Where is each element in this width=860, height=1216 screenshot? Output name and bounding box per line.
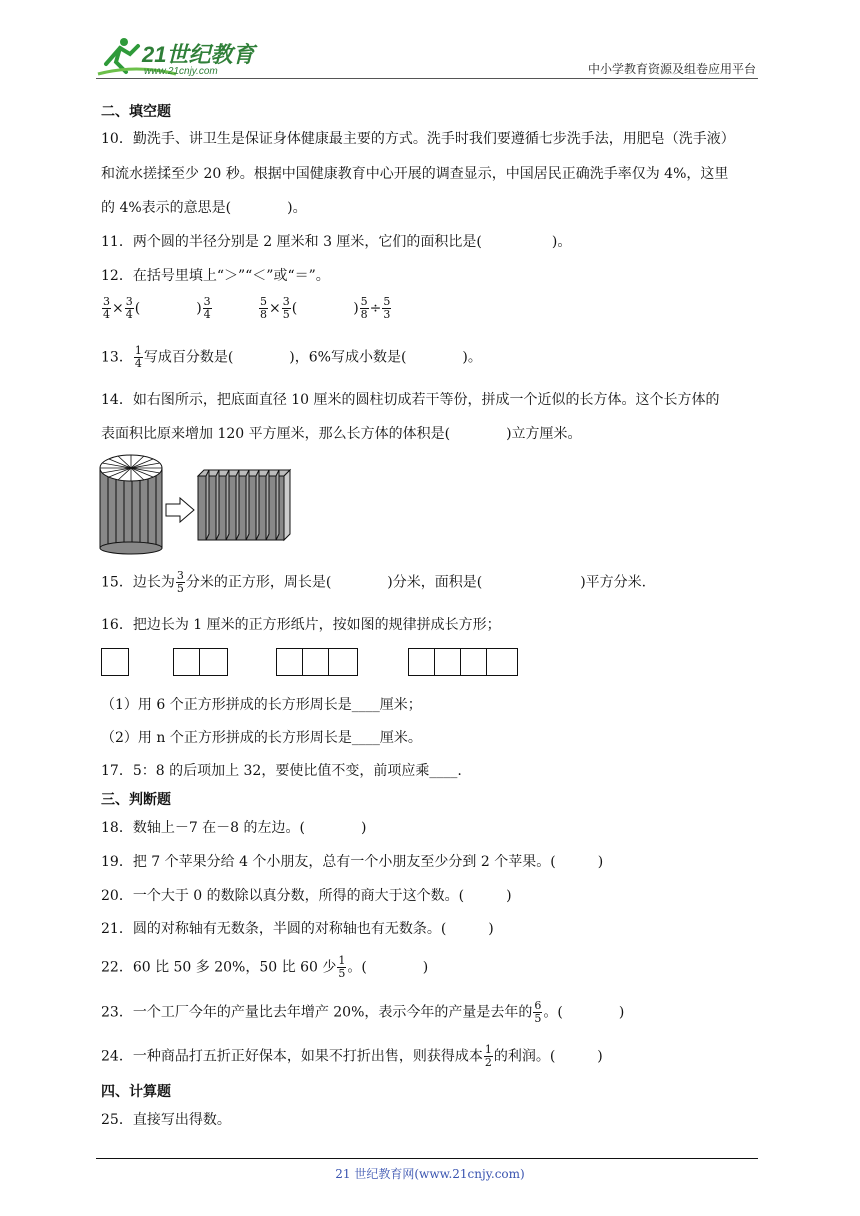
header-divider xyxy=(96,78,758,79)
fraction: $\frac{3}{4}$ xyxy=(203,295,211,321)
svg-text:21世纪教育: 21世纪教育 xyxy=(142,42,255,67)
square-pattern-4 xyxy=(408,648,518,676)
fraction: $\frac{5}{3}$ xyxy=(383,295,391,321)
fraction: $\frac{1}{4}$ xyxy=(134,344,142,370)
answer-blank[interactable]: ( ) xyxy=(134,300,202,317)
site-logo xyxy=(96,34,266,80)
q15: 15．边长为 $\frac{3}{5}$ 分米的正方形，周长是( )分米，面积是( )平方分米. xyxy=(101,569,647,595)
fraction: $\frac{3}{5}$ xyxy=(176,569,184,595)
cylinder-cut-figure xyxy=(98,452,298,556)
q19: 19．把 7 个苹果分给 4 个小朋友，总有一个小朋友至少分到 2 个苹果。( ) xyxy=(101,854,604,870)
fraction: $\frac{3}{4}$ xyxy=(125,295,133,321)
q17: 17．5：8 的后项加上 32，要使比值不变，前项应乘____. xyxy=(101,763,462,779)
site-name: 中小学教育资源及组卷应用平台 xyxy=(587,62,756,76)
q12-expr2: $\frac{5}{8}$ × $\frac{3}{5}$ ( ) $\frac{5}{8}$ ÷ $\frac{5}{3}$ xyxy=(260,295,391,321)
q10-line1: 10．勤洗手、讲卫生是保证身体健康最主要的方式。洗手时我们要遵循七步洗手法，用肥皂（洗手液） xyxy=(101,131,735,147)
q12-text: 12．在括号里填上“＞”“＜”或“＝”。 xyxy=(101,268,330,284)
section-title-fill: 二、填空题 xyxy=(101,104,171,120)
q23: 23．一个工厂今年的产量比去年增产 20%，表示今年的产量是去年的 $\frac{6}{5}$ 。( ) xyxy=(101,999,625,1025)
q24: 24．一种商品打五折正好保本，如果不打折出售，则获得成本 $\frac{1}{2}$ 的利润。( ) xyxy=(101,1043,603,1069)
square-pattern-3 xyxy=(276,648,358,676)
fraction: $\frac{3}{4}$ xyxy=(103,295,110,321)
fraction: $\frac{3}{5}$ xyxy=(282,295,290,321)
answer-blank[interactable]: ( ) xyxy=(291,300,359,317)
q22: 22．60 比 50 多 20%，50 比 60 少 $\frac{1}{5}$ 。( ) xyxy=(101,954,429,980)
section-title-judge: 三、判断题 xyxy=(101,792,171,808)
q18: 18．数轴上－7 在－8 的左边。( ) xyxy=(101,820,367,836)
q14-line2: 表面积比原来增加 120 平方厘米，那么长方体的体积是( )立方厘米。 xyxy=(101,426,582,442)
fraction: $\frac{1}{5}$ xyxy=(338,954,346,980)
section-title-calc: 四、计算题 xyxy=(101,1084,171,1100)
q16-sub2: （2）用 n 个正方形拼成的长方形周长是____厘米。 xyxy=(101,730,422,746)
fraction: $\frac{6}{5}$ xyxy=(534,999,542,1025)
fraction: $\frac{5}{8}$ xyxy=(360,295,368,321)
q25: 25．直接写出得数。 xyxy=(101,1112,231,1128)
q10-line2: 和流水搓揉至少 20 秒。根据中国健康教育中心开展的调查显示，中国居民正确洗手率仅为 4%，这里 xyxy=(101,166,729,182)
fraction: $\frac{5}{8}$ xyxy=(260,295,267,321)
q10-line3: 的 4%表示的意思是( )。 xyxy=(101,200,307,216)
svg-text:www.21cnjy.com: www.21cnjy.com xyxy=(144,66,218,77)
q21: 21．圆的对称轴有无数条，半圆的对称轴也有无数条。( ) xyxy=(101,921,494,937)
q16-sub1: （1）用 6 个正方形拼成的长方形周长是____厘米； xyxy=(101,697,422,713)
q12-expr1: $\frac{3}{4}$ × $\frac{3}{4}$ ( ) $\frac{3}{4}$ xyxy=(103,295,211,321)
square-pattern-1 xyxy=(101,648,129,676)
q11: 11．两个圆的半径分别是 2 厘米和 3 厘米，它们的面积比是( )。 xyxy=(101,234,572,250)
q14-line1: 14．如右图所示，把底面直径 10 厘米的圆柱切成若干等份，拼成一个近似的长方体。这个长方体的 xyxy=(101,392,720,408)
q20: 20．一个大于 0 的数除以真分数，所得的商大于这个数。( ) xyxy=(101,888,512,904)
q16-text: 16．把边长为 1 厘米的正方形纸片，按如图的规律拼成长方形； xyxy=(101,617,501,633)
footer-divider xyxy=(96,1158,758,1159)
footer-link[interactable]: 21 世纪教育网(www.21cnjy.com) xyxy=(335,1167,525,1181)
q13: 13． $\frac{1}{4}$ 写成百分数是( )，6%写成小数是( )。 xyxy=(101,344,482,370)
fraction: $\frac{1}{2}$ xyxy=(484,1043,492,1069)
square-pattern-2 xyxy=(173,648,228,676)
